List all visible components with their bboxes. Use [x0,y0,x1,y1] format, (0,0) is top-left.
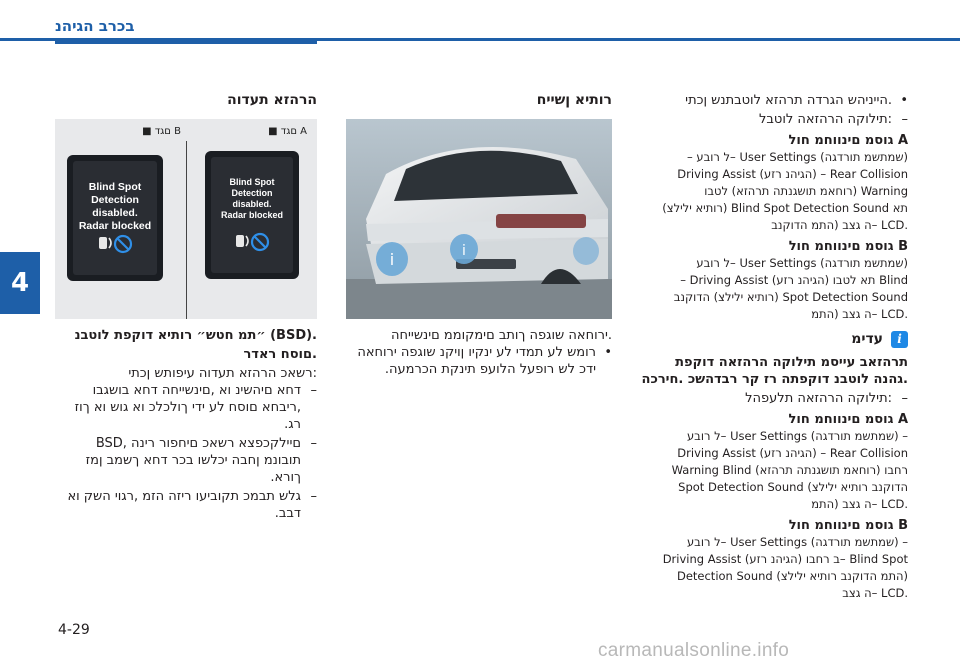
note-line: .םוסח ראדר [243,347,317,362]
cluster-message-figure [55,119,317,319]
instruction-line: (שמתשמ תורדגה) User Settings –ל רובע [696,256,908,270]
instruction-line: – (שמתשמ תורדגה) User Settings –ל רובע [686,429,908,443]
bsd-disabled-icon [73,232,157,261]
instruction-line: – (שמתשמ תורדגה) User Settings –ל רובע [686,535,908,549]
instruction-line: Rear Collision – (הגיהנ רזע) Driving Assist [677,446,908,460]
instruction-line: Rear Collision – (הגיהנ רזע) Driving Assist [677,167,908,181]
rear-bumper-photo [346,119,612,319]
sensor-title: רותיא ןשייח [536,92,612,108]
info-title: עדימ [851,331,883,347]
header-accent-bar [55,38,317,44]
instruction-line: .LCD –ה גצב [842,586,908,600]
warning-message-title: הרהזא תעדוה [227,92,317,108]
instruction-line: (שמתשמ תורדגה) User Settings –ל רובע – [686,150,908,164]
photo-caption: .ירוחאה שוגפה ךותב םימקוממ םינשייחה [391,328,612,343]
screen-message [211,177,293,221]
figure-divider [186,141,187,319]
cluster-type-a-head: A גוסמ םינווחמ חול [788,133,908,148]
maintenance-bullet: • רומש לע תמדי לע ינקיו ןויקנ שוגפה ירוחאה ידכ לש רופעל הלועפ תינקת הכרמעה. [346,344,612,378]
instruction-line: .LCD –ה גצב (התמ [811,497,908,511]
list-intro: :רשאכ הרהזא תעדוה עיפותש ןכתי [128,366,317,381]
cluster-type-b-head: B גוסמ םינווחמ חול [788,239,908,254]
instruction-line: תא Blind Spot Detection Sound (רותיא ילילצ) [662,201,908,215]
section-title: בכרב הגיהנ [55,17,135,35]
screen-panel [73,161,157,275]
screen-line: Detection [231,188,273,198]
note-line: .(BSD) ״תמ חטש״ רותיא דוקפת לוטבנ [74,328,317,343]
screen-line: Blind Spot [229,177,275,187]
disable-sound-step: – :תילוקה הרהזאה לוטבל [640,111,908,128]
cluster-type-b-head: B גוסמ םינווחמ חול [788,518,908,533]
screen-message [73,181,157,233]
page-number: 4-29 [58,622,90,638]
info-heading [640,331,908,348]
instruction-line: הדוקנב רותיא ילילצ) Spot Detection Sound [678,480,908,494]
cluster-type-a-head: A גוסמ םינווחמ חול [788,412,908,427]
instruction-line: Warning (רוחאמ תושגנתה תרהזא) לטבו [704,184,908,198]
info-paragraph: תרהזאב עייסמ תילוקה הרהזאה דוקפת .גהנה לוטבנ דוקפתה רז קר רבדהשכ .חירכה [641,355,908,387]
chapter-tab[interactable]: 4 [0,252,40,314]
screen-line: Detection [91,194,139,206]
list-item: – דחא םיהשינ וא ,םינשייחה דחא בושגבו ,ריבחא םוסח לע ידי ךולכלכ וא גוש וא ךוז רג. [55,382,317,433]
cluster-screen-type-a [67,155,163,281]
screen-panel [211,157,293,273]
instruction-line: רחבו (רוחאמ תושגנתה תרהזא) Warning Blind [671,463,908,477]
instruction-line: Blind Spot –ב רחבו (הגיהנ רזע) Driving Assist [662,552,908,566]
list-item: – םיילקכפצא רשאכ םיחפור רינה ,BSD תובונמ ןחבה יכלשו בכר דחא ךשמב ןמז ךורא. [55,435,317,486]
svg-text:i: i [462,243,466,259]
instruction-line: (התמ הדוקנב רותיא ילילצ) Detection Sound [676,569,908,583]
enable-sound-step: – :תילוקה הרהזאה תלעפהל [640,390,908,407]
screen-line: disabled. [92,207,138,219]
instruction-line: .LCD –ה גצב (התמ הדוקנב [771,218,908,232]
cluster-screen-type-b [205,151,299,279]
sound-settings-column [640,92,908,602]
screen-line: disabled. [232,199,272,209]
info-icon: i [891,331,908,348]
bsd-disabled-icon [211,230,293,259]
screen-line: Radar blocked [220,210,284,220]
screen-line: Blind Spot [88,181,142,193]
instruction-line: Blind תא לטבו (הגיהנ רזע) Driving Assist – [680,273,908,287]
instruction-line: .LCD –ה גצב (התמ [811,307,908,321]
svg-text:i: i [389,250,395,269]
watermark: carmanualsonline.info [598,640,790,661]
warning-message-column [55,92,317,524]
sensor-column [346,92,612,380]
caption-type-b: B םגד ■ [142,126,181,137]
list-item: – גלש תבמכ תקוביעו ריזה הזמ ,רגוי השק וא דבב. [55,488,317,522]
screen-line: Radar blocked [78,220,152,232]
intro-bullet: • .הייניהש הגרדה תרהזא לוטבתנש ןכתי [640,92,908,109]
instruction-line: Spot Detection Sound (רותיא ילילצ) הדוקנב [673,290,908,304]
caption-type-a: A םגד ■ [268,126,307,137]
